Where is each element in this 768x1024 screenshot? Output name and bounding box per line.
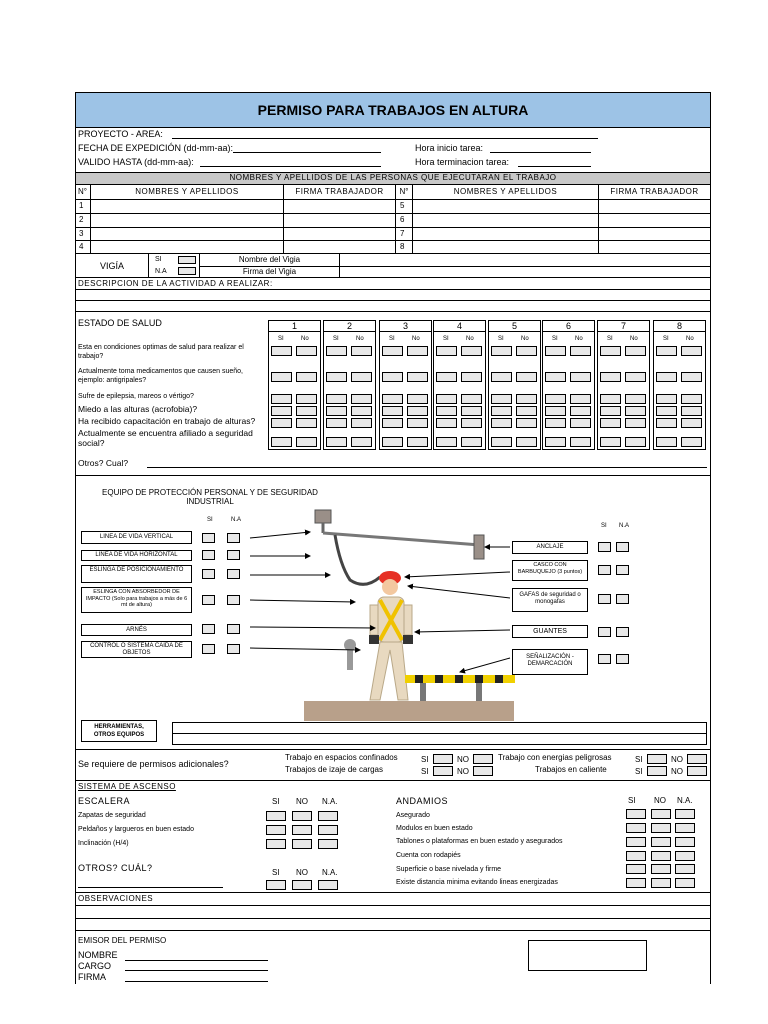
salud-worker-number: 6 (565, 321, 571, 331)
andamio-item: Cuenta con rodapiés (396, 852, 461, 859)
salud-no-checkbox[interactable] (296, 346, 317, 356)
col-nombres-left: NOMBRES Y APELLIDOS (135, 187, 239, 196)
salud-si-checkbox[interactable] (382, 406, 403, 416)
personas-section-title: NOMBRES Y APELLIDOS DE LAS PERSONAS QUE EJECUTARAN EL TRABAJO (229, 173, 557, 182)
andamio-na-checkbox[interactable] (675, 809, 695, 819)
escalera-si-checkbox[interactable] (266, 825, 286, 835)
epp-na-checkbox[interactable] (616, 542, 629, 552)
epp-si-checkbox[interactable] (202, 550, 215, 560)
epp-si-checkbox[interactable] (598, 654, 611, 664)
salud-no-checkbox[interactable] (625, 372, 646, 382)
salud-no-label: No (301, 336, 309, 342)
valido-label: VALIDO HASTA (dd-mm-aa): (78, 157, 194, 167)
salud-no-checkbox[interactable] (351, 372, 372, 382)
salud-no-checkbox[interactable] (625, 406, 646, 416)
epp-na-checkbox[interactable] (227, 644, 240, 654)
salud-si-checkbox[interactable] (491, 372, 512, 382)
salud-no-label: No (575, 336, 583, 342)
salud-si-checkbox[interactable] (326, 394, 347, 404)
epp-label: LINEA DE VIDA HORIZONTAL (95, 552, 178, 558)
salud-si-checkbox[interactable] (326, 418, 347, 428)
herramientas-field-2[interactable] (172, 733, 707, 745)
permiso-si: SI (635, 767, 643, 776)
permisos-question: Se requiere de permisos adicionales? (78, 759, 229, 769)
escalera-item: Inclinación (H/4) (78, 840, 129, 847)
permiso-item: Trabajo en espacios confinados (285, 753, 398, 762)
salud-no-checkbox[interactable] (296, 406, 317, 416)
escalera-si-checkbox[interactable] (266, 880, 286, 890)
row-num: 3 (79, 229, 84, 238)
salud-question: Esta en condiciones optimas de salud para realizar el trabajo? (78, 344, 244, 360)
escalera-no-checkbox[interactable] (292, 880, 312, 890)
salud-si-checkbox[interactable] (600, 406, 621, 416)
salud-si-checkbox[interactable] (491, 406, 512, 416)
salud-no-checkbox[interactable] (407, 418, 428, 428)
salud-worker-number: 5 (511, 321, 517, 331)
fecha-field[interactable] (233, 152, 381, 153)
andamio-na-checkbox[interactable] (675, 851, 695, 861)
epp-na-checkbox[interactable] (227, 533, 240, 543)
epp-na-checkbox[interactable] (227, 595, 240, 605)
vigia-si-label: SI (155, 256, 162, 263)
escalera-na-checkbox[interactable] (318, 880, 338, 890)
salud-si-checkbox[interactable] (271, 437, 292, 447)
epp-si-checkbox[interactable] (598, 565, 611, 575)
emisor-nombre-label: NOMBRE (78, 950, 118, 960)
col-nombres-right: NOMBRES Y APELLIDOS (453, 187, 558, 196)
salud-no-checkbox[interactable] (461, 418, 482, 428)
salud-otros-field[interactable] (147, 467, 707, 468)
salud-si-checkbox[interactable] (326, 406, 347, 416)
salud-no-checkbox[interactable] (351, 394, 372, 404)
andamio-no-checkbox[interactable] (651, 878, 671, 888)
escalera-na-checkbox[interactable] (318, 825, 338, 835)
observaciones-label: OBSERVACIONES (78, 894, 154, 903)
andamio-no-checkbox[interactable] (651, 837, 671, 847)
epp-label: SEÑALIZACIÓN - DEMARCACIÓN (526, 654, 574, 667)
salud-si-checkbox[interactable] (436, 418, 457, 428)
andamio-item: Tablones o plataformas en buen estado y asegurados (396, 838, 563, 845)
col-n-right: N° (399, 187, 409, 196)
andamio-si-checkbox[interactable] (626, 809, 646, 819)
permiso-si-checkbox[interactable] (433, 766, 453, 776)
hora-term-label: Hora terminacion tarea: (415, 157, 510, 167)
salud-no-checkbox[interactable] (296, 394, 317, 404)
salud-no-checkbox[interactable] (407, 346, 428, 356)
col-firma-left: FIRMA TRABAJADOR (295, 187, 384, 196)
escalera-si: SI (272, 797, 280, 806)
salud-no-checkbox[interactable] (681, 437, 702, 447)
epp-label: GAFAS de seguridad o monogafas (519, 592, 581, 605)
andamio-no-checkbox[interactable] (651, 809, 671, 819)
andamio-na-checkbox[interactable] (675, 864, 695, 874)
salud-si-checkbox[interactable] (271, 394, 292, 404)
andamio-si-checkbox[interactable] (626, 837, 646, 847)
salud-no-checkbox[interactable] (570, 418, 591, 428)
salud-no-checkbox[interactable] (461, 406, 482, 416)
salud-no-checkbox[interactable] (351, 406, 372, 416)
hora-inicio-field[interactable] (490, 152, 591, 153)
salud-si-checkbox[interactable] (545, 406, 566, 416)
emisor-nombre-field[interactable] (125, 960, 268, 961)
salud-no-checkbox[interactable] (516, 406, 537, 416)
salud-no-checkbox[interactable] (570, 346, 591, 356)
andamios-no: NO (654, 796, 666, 805)
salud-si-checkbox[interactable] (491, 437, 512, 447)
epp-si-header-left: SI (207, 517, 213, 523)
andamio-item: Asegurado (396, 812, 430, 819)
epp-si-checkbox[interactable] (202, 624, 215, 634)
salud-si-label: SI (278, 336, 284, 342)
salud-no-checkbox[interactable] (461, 437, 482, 447)
salud-si-checkbox[interactable] (436, 394, 457, 404)
permiso-no-checkbox[interactable] (473, 766, 493, 776)
andamio-no-checkbox[interactable] (651, 851, 671, 861)
salud-worker-number: 4 (456, 321, 462, 331)
epp-si-checkbox[interactable] (598, 594, 611, 604)
salud-no-checkbox[interactable] (625, 394, 646, 404)
salud-no-checkbox[interactable] (681, 418, 702, 428)
permiso-no: NO (457, 767, 469, 776)
andamio-na-checkbox[interactable] (675, 878, 695, 888)
hora-inicio-label: Hora inicio tarea: (415, 143, 484, 153)
salud-si-checkbox[interactable] (382, 372, 403, 382)
permiso-si: SI (421, 755, 429, 764)
salud-no-label: No (412, 336, 420, 342)
salud-si-checkbox[interactable] (271, 346, 292, 356)
herramientas-label: HERRAMIENTAS, OTROS EQUIPOS (93, 724, 145, 738)
epp-na-header-left: N.A (231, 517, 242, 523)
epp-na-checkbox[interactable] (616, 565, 629, 575)
salud-no-checkbox[interactable] (570, 437, 591, 447)
salud-no-checkbox[interactable] (516, 418, 537, 428)
escalera-item: Peldaños y largueros en buen estado (78, 826, 194, 833)
epp-si-checkbox[interactable] (598, 542, 611, 552)
epp-si-checkbox[interactable] (202, 644, 215, 654)
salud-si-label: SI (552, 336, 558, 342)
escalera-na-checkbox[interactable] (318, 839, 338, 849)
escalera-title: ESCALERA (78, 796, 131, 806)
salud-no-checkbox[interactable] (296, 372, 317, 382)
emisor-firma-label: FIRMA (78, 972, 106, 982)
salud-si-checkbox[interactable] (491, 394, 512, 404)
andamio-item: Superficie o base nivelada y firme (396, 866, 502, 873)
salud-question: Sufre de epilepsia, mareos o vértigo? (78, 393, 194, 400)
row-num: 8 (400, 242, 405, 251)
row-num: 4 (79, 242, 84, 251)
salud-no-label: No (686, 336, 694, 342)
salud-si-checkbox[interactable] (545, 346, 566, 356)
andamio-si-checkbox[interactable] (626, 864, 646, 874)
salud-si-checkbox[interactable] (545, 418, 566, 428)
epp-na-checkbox[interactable] (616, 594, 629, 604)
row-num: 1 (79, 201, 84, 210)
salud-no-checkbox[interactable] (625, 418, 646, 428)
salud-si-checkbox[interactable] (271, 372, 292, 382)
salud-si-checkbox[interactable] (656, 372, 677, 382)
epp-label: GUANTES (533, 628, 567, 635)
salud-no-checkbox[interactable] (351, 437, 372, 447)
salud-si-checkbox[interactable] (545, 394, 566, 404)
proyecto-field[interactable] (172, 138, 598, 139)
permiso-no: NO (457, 755, 469, 764)
epp-si-checkbox[interactable] (202, 569, 215, 579)
row-num: 7 (400, 229, 405, 238)
permiso-item: Trabajos de izaje de cargas (285, 765, 383, 774)
salud-si-checkbox[interactable] (491, 346, 512, 356)
epp-si-checkbox[interactable] (202, 533, 215, 543)
salud-si-checkbox[interactable] (436, 406, 457, 416)
epp-label: CASCO CON BARBUQUEJO (3 puntos) (517, 562, 583, 575)
epp-si-header-right: SI (601, 523, 607, 529)
escalera-si-checkbox[interactable] (266, 839, 286, 849)
salud-si-checkbox[interactable] (656, 406, 677, 416)
fecha-label: FECHA DE EXPEDICIÓN (dd-mm-aa): (78, 143, 234, 153)
andamio-item: Existe distancia minima evitando lineas energizadas (396, 879, 558, 886)
salud-no-checkbox[interactable] (351, 346, 372, 356)
permiso-si: SI (635, 755, 643, 764)
salud-no-checkbox[interactable] (516, 372, 537, 382)
salud-no-checkbox[interactable] (516, 346, 537, 356)
salud-si-label: SI (663, 336, 669, 342)
salud-si-checkbox[interactable] (600, 372, 621, 382)
salud-no-checkbox[interactable] (681, 372, 702, 382)
epp-label: CONTROL O SISTEMA CAIDA DE OBJETOS (90, 643, 183, 656)
emisor-cargo-label: CARGO (78, 961, 112, 971)
col-n-left: N° (78, 187, 87, 196)
vigia-firma-label: Firma del Vigia (242, 267, 297, 276)
salud-no-checkbox[interactable] (351, 418, 372, 428)
epp-label: LINEA DE VIDA VERTICAL (99, 534, 174, 540)
salud-title: ESTADO DE SALUD (78, 318, 162, 328)
otros-cual-label: OTROS? CUÁL? (78, 863, 153, 873)
salud-si-checkbox[interactable] (326, 372, 347, 382)
escalera-no-checkbox[interactable] (292, 839, 312, 849)
epp-label: ESLINGA CON ABSORBEDOR DE IMPACTO (Solo para trabajos a más de 6 mt de altura) (85, 589, 188, 608)
salud-no-label: No (466, 336, 474, 342)
permiso-si-checkbox[interactable] (647, 754, 667, 764)
salud-no-checkbox[interactable] (681, 406, 702, 416)
epp-title: EQUIPO DE PROTECCIÓN PERSONAL Y DE SEGURIDAD INDUSTRIAL (102, 488, 318, 506)
epp-na-checkbox[interactable] (227, 550, 240, 560)
salud-si-label: SI (389, 336, 395, 342)
salud-si-checkbox[interactable] (545, 437, 566, 447)
col-firma-right: FIRMA TRABAJADOR (610, 187, 699, 196)
permiso-si-checkbox[interactable] (647, 766, 667, 776)
salud-no-checkbox[interactable] (516, 437, 537, 447)
emisor-firma-field[interactable] (125, 981, 268, 982)
salud-no-checkbox[interactable] (570, 372, 591, 382)
salud-si-label: SI (333, 336, 339, 342)
salud-no-checkbox[interactable] (407, 437, 428, 447)
vigia-na-label: N.A (155, 268, 167, 275)
permiso-no-checkbox[interactable] (687, 766, 707, 776)
andamio-item: Modulos en buen estado (396, 825, 473, 832)
epp-label: ARNÉS (126, 627, 147, 633)
escalera-item: Zapatas de seguridad (78, 812, 146, 819)
salud-no-checkbox[interactable] (625, 346, 646, 356)
vigia-label: VIGÍA (100, 261, 125, 271)
vigia-si-checkbox[interactable] (178, 256, 196, 264)
salud-si-checkbox[interactable] (382, 346, 403, 356)
salud-worker-number: 1 (291, 321, 297, 331)
salud-no-checkbox[interactable] (407, 406, 428, 416)
andamio-no-checkbox[interactable] (651, 823, 671, 833)
salud-si-checkbox[interactable] (600, 346, 621, 356)
salud-si-checkbox[interactable] (600, 418, 621, 428)
page-title: PERMISO PARA TRABAJOS EN ALTURA (257, 102, 529, 118)
salud-otros-label: Otros? Cual? (78, 458, 129, 468)
valido-field[interactable] (200, 166, 381, 167)
salud-question: Actualmente se encuentra afiliado a seguridad social? (78, 428, 253, 448)
vigia-nombre-label: Nombre del Vigia (238, 255, 301, 264)
salud-si-checkbox[interactable] (656, 346, 677, 356)
andamio-no-checkbox[interactable] (651, 864, 671, 874)
salud-no-label: No (356, 336, 364, 342)
andamio-si-checkbox[interactable] (626, 851, 646, 861)
epp-na-checkbox[interactable] (616, 654, 629, 664)
epp-na-checkbox[interactable] (616, 627, 629, 637)
escalera-na: N.A. (322, 797, 338, 806)
salud-si-checkbox[interactable] (382, 437, 403, 447)
salud-no-checkbox[interactable] (296, 418, 317, 428)
hora-term-field[interactable] (518, 166, 591, 167)
emisor-cargo-field[interactable] (125, 970, 268, 971)
epp-arrows (240, 520, 520, 680)
salud-worker-number: 3 (402, 321, 408, 331)
permiso-no-checkbox[interactable] (473, 754, 493, 764)
salud-no-checkbox[interactable] (296, 437, 317, 447)
salud-si-checkbox[interactable] (326, 346, 347, 356)
permiso-si-checkbox[interactable] (433, 754, 453, 764)
epp-label: ESLINGA DE POSICIONAMIENTO (89, 567, 184, 573)
permiso-si: SI (421, 767, 429, 776)
permiso-item: Trabajo con energias peligrosas (498, 753, 612, 762)
escalera-si: SI (272, 868, 280, 877)
salud-si-label: SI (607, 336, 613, 342)
salud-si-label: SI (498, 336, 504, 342)
salud-no-checkbox[interactable] (570, 406, 591, 416)
salud-no-checkbox[interactable] (407, 394, 428, 404)
ascenso-title: SISTEMA DE ASCENSO (78, 782, 176, 791)
escalera-no-checkbox[interactable] (292, 825, 312, 835)
escalera-no: NO (296, 797, 308, 806)
salud-no-checkbox[interactable] (407, 372, 428, 382)
salud-si-checkbox[interactable] (656, 418, 677, 428)
otros-cual-field[interactable] (78, 887, 223, 888)
salud-worker-number: 7 (620, 321, 626, 331)
salud-no-label: No (521, 336, 529, 342)
salud-si-checkbox[interactable] (382, 418, 403, 428)
escalera-no-checkbox[interactable] (292, 811, 312, 821)
salud-no-checkbox[interactable] (461, 346, 482, 356)
salud-worker-number: 2 (346, 321, 352, 331)
epp-na-checkbox[interactable] (227, 569, 240, 579)
escalera-na: N.A. (322, 868, 338, 877)
proyecto-label: PROYECTO - AREA: (78, 129, 163, 139)
salud-si-checkbox[interactable] (326, 437, 347, 447)
emisor-title: EMISOR DEL PERMISO (78, 936, 167, 945)
vigia-na-checkbox[interactable] (178, 267, 196, 275)
andamio-si-checkbox[interactable] (626, 823, 646, 833)
salud-worker-number: 8 (676, 321, 682, 331)
epp-label: ANCLAJE (536, 544, 564, 550)
salud-question: Actualmente toma medicamentos que causen sueño, ejemplo: antigripales? (78, 368, 243, 384)
descripcion-label: DESCRIPCION DE LA ACTIVIDAD A REALIZAR: (78, 279, 273, 288)
salud-si-checkbox[interactable] (271, 406, 292, 416)
salud-si-checkbox[interactable] (545, 372, 566, 382)
epp-na-checkbox[interactable] (227, 624, 240, 634)
salud-si-label: SI (443, 336, 449, 342)
epp-na-header-right: N.A (619, 523, 630, 529)
salud-no-checkbox[interactable] (461, 372, 482, 382)
salud-si-checkbox[interactable] (436, 437, 457, 447)
escalera-no: NO (296, 868, 308, 877)
permiso-no: NO (671, 767, 683, 776)
salud-si-checkbox[interactable] (436, 346, 457, 356)
andamios-si: SI (628, 796, 636, 805)
salud-no-checkbox[interactable] (570, 394, 591, 404)
andamios-title: ANDAMIOS (396, 796, 449, 806)
permiso-no-checkbox[interactable] (687, 754, 707, 764)
salud-no-checkbox[interactable] (681, 394, 702, 404)
epp-si-checkbox[interactable] (598, 627, 611, 637)
row-num: 5 (400, 201, 405, 210)
andamios-na: N.A. (677, 796, 693, 805)
salud-no-checkbox[interactable] (625, 437, 646, 447)
salud-si-checkbox[interactable] (491, 418, 512, 428)
permiso-no: NO (671, 755, 683, 764)
andamio-na-checkbox[interactable] (675, 837, 695, 847)
salud-no-label: No (630, 336, 638, 342)
salud-no-checkbox[interactable] (461, 394, 482, 404)
emisor-stamp-box[interactable] (528, 940, 647, 971)
escalera-si-checkbox[interactable] (266, 811, 286, 821)
salud-si-checkbox[interactable] (656, 394, 677, 404)
salud-no-checkbox[interactable] (681, 346, 702, 356)
salud-question: Miedo a las alturas (acrofobia)? (78, 404, 198, 414)
salud-si-checkbox[interactable] (271, 418, 292, 428)
andamio-na-checkbox[interactable] (675, 823, 695, 833)
salud-si-checkbox[interactable] (382, 394, 403, 404)
salud-si-checkbox[interactable] (600, 437, 621, 447)
salud-si-checkbox[interactable] (656, 437, 677, 447)
escalera-na-checkbox[interactable] (318, 811, 338, 821)
row-num: 6 (400, 215, 405, 224)
salud-no-checkbox[interactable] (516, 394, 537, 404)
salud-si-checkbox[interactable] (436, 372, 457, 382)
permiso-item: Trabajos en caliente (535, 765, 607, 774)
andamio-si-checkbox[interactable] (626, 878, 646, 888)
salud-question: Ha recibido capacitación en trabajo de alturas? (78, 416, 256, 426)
epp-si-checkbox[interactable] (202, 595, 215, 605)
salud-si-checkbox[interactable] (600, 394, 621, 404)
row-num: 2 (79, 215, 84, 224)
